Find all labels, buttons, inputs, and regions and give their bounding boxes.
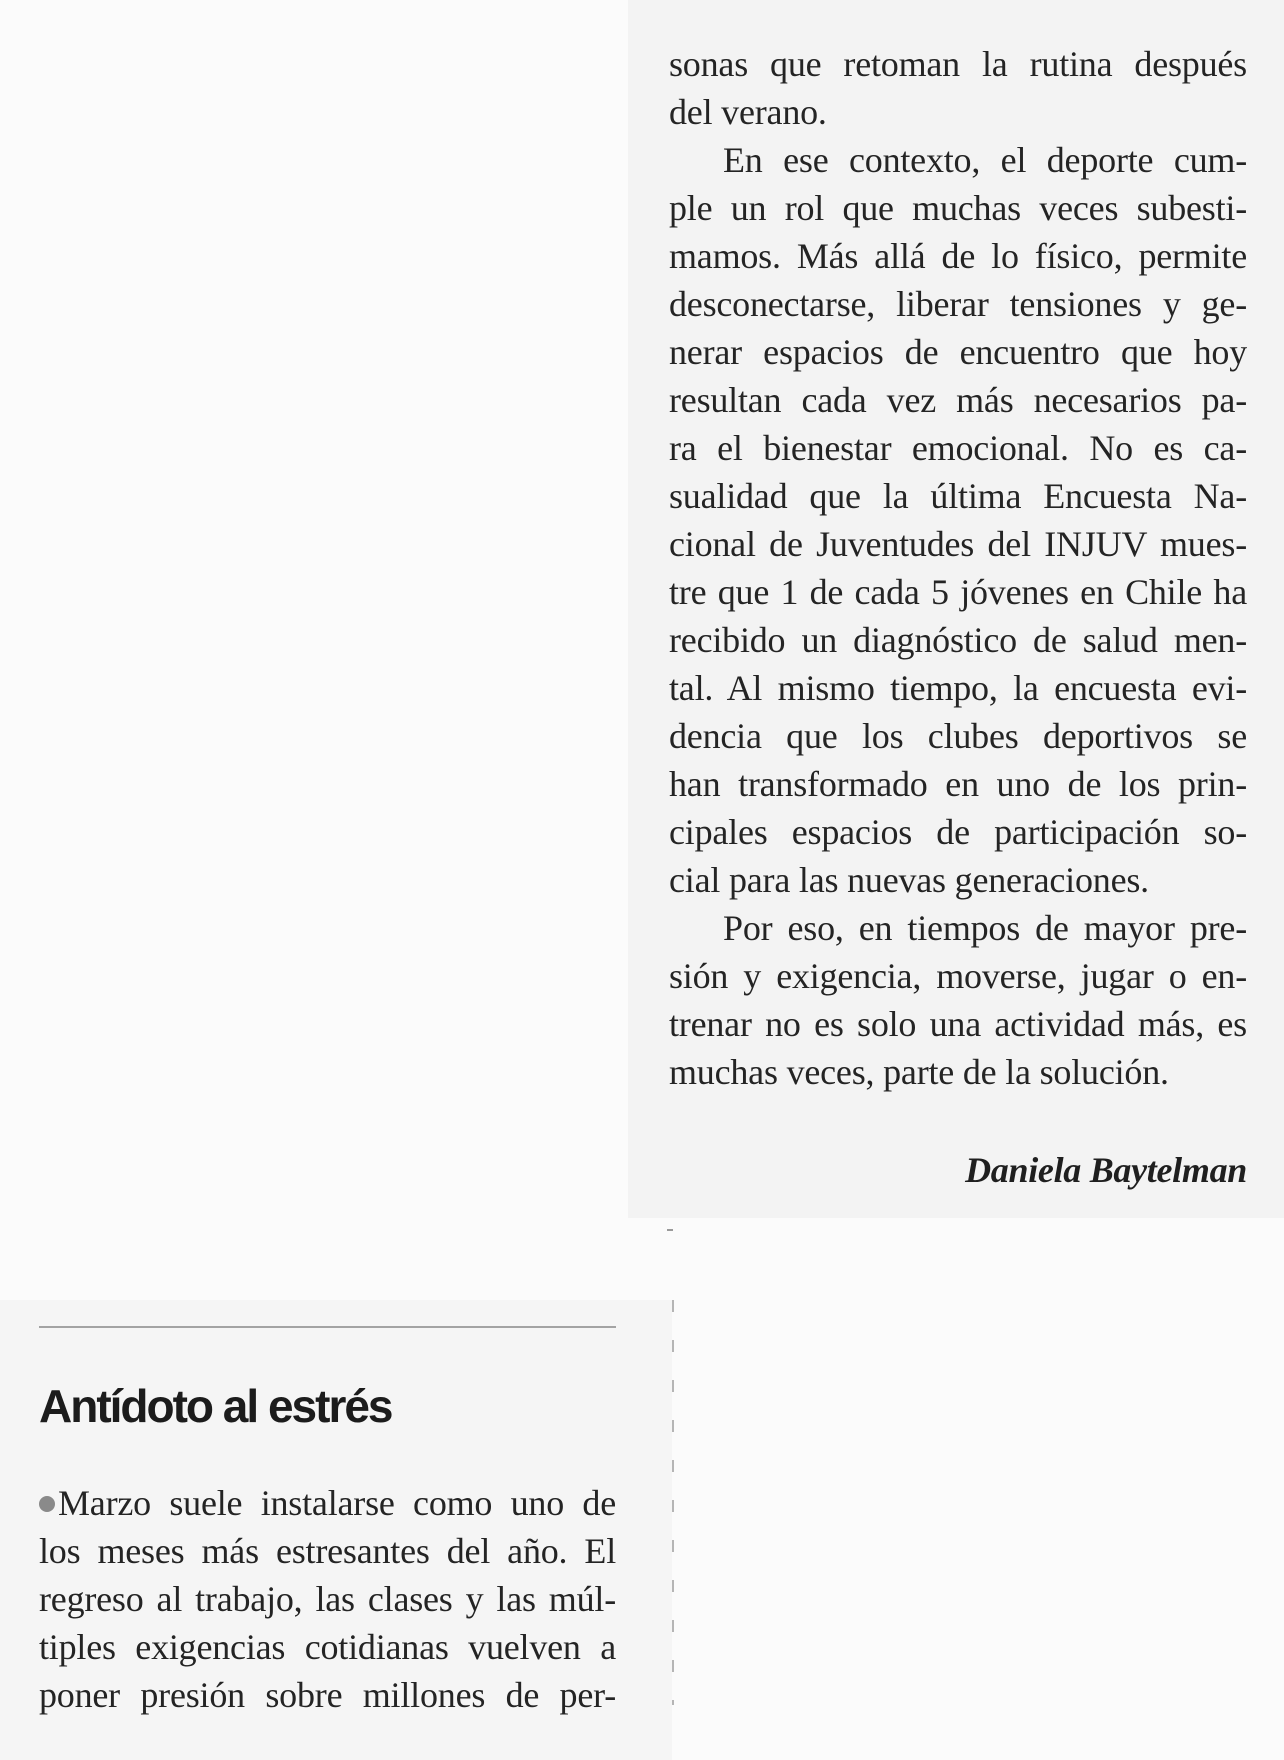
article-line: muchas veces, parte de la solución. xyxy=(669,1052,1169,1092)
article-line: recibido un diagnóstico de salud men- xyxy=(669,620,1247,660)
author-signature: Daniela Baytelman xyxy=(965,1150,1247,1190)
article-line: nerar espacios de encuentro que hoy xyxy=(669,332,1247,372)
article-line: desconectarse, liberar tensiones y ge- xyxy=(669,284,1247,324)
bullet-icon xyxy=(39,1496,55,1512)
article-line: cional de Juventudes del INJUV mues- xyxy=(669,524,1247,564)
article-paragraph xyxy=(669,136,1247,904)
article-line: cial para las nuevas generaciones. xyxy=(669,860,1149,900)
sidebar-line: los meses más estresantes del año. El xyxy=(39,1531,616,1571)
article-line: del verano. xyxy=(669,92,827,132)
sidebar-text xyxy=(39,1479,616,1719)
sidebar-line: poner presión sobre millones de per- xyxy=(39,1675,616,1715)
sidebar-heading: Antídoto al estrés xyxy=(39,1380,392,1432)
article-line: Por eso, en tiempos de mayor pre- xyxy=(723,908,1247,948)
article-line: mamos. Más allá de lo físico, permite xyxy=(669,236,1247,276)
sidebar-rule xyxy=(39,1326,616,1328)
article-paragraph xyxy=(669,904,1247,1096)
sidebar-line: regreso al trabajo, las clases y las múl- xyxy=(39,1579,616,1619)
article-line: trenar no es solo una actividad más, es xyxy=(669,1004,1247,1044)
article-line: ra el bienestar emocional. No es ca- xyxy=(669,428,1247,468)
scan-mark xyxy=(667,1229,673,1231)
sidebar-line xyxy=(39,1479,616,1527)
article-line: sión y exigencia, moverse, jugar o en- xyxy=(669,956,1247,996)
article-line: En ese contexto, el deporte cum- xyxy=(723,140,1247,180)
article-line: resultan cada vez más necesarios pa- xyxy=(669,380,1247,420)
sidebar-line-text: Marzo suele instalarse como uno de xyxy=(58,1483,616,1523)
article-line: ple un rol que muchas veces subesti- xyxy=(669,188,1247,228)
column-separator xyxy=(672,1300,674,1705)
article-line: dencia que los clubes deportivos se xyxy=(669,716,1247,756)
article-paragraph xyxy=(669,40,1247,136)
article-line: sonas que retoman la rutina después xyxy=(669,44,1247,84)
sidebar-line: tiples exigencias cotidianas vuelven a xyxy=(39,1627,616,1667)
article-line: han transformado en uno de los prin- xyxy=(669,764,1247,804)
article-line: tal. Al mismo tiempo, la encuesta evi- xyxy=(669,668,1247,708)
article-line: cipales espacios de participación so- xyxy=(669,812,1247,852)
article-line: tre que 1 de cada 5 jóvenes en Chile ha xyxy=(669,572,1247,612)
article-line: sualidad que la última Encuesta Na- xyxy=(669,476,1247,516)
article-column xyxy=(669,40,1247,1096)
